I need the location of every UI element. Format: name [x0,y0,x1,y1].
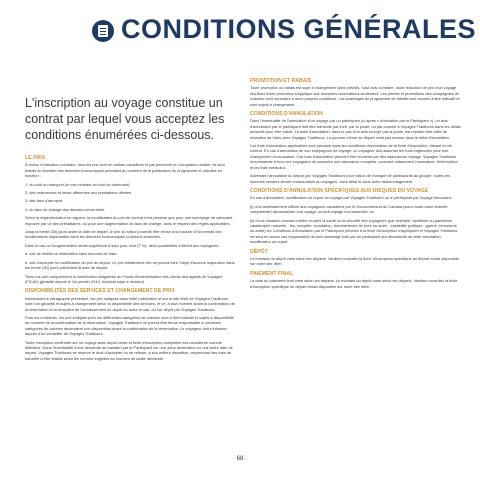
paragraph: Dans l'éventualité de l'annulation d'un voyage par un participant (ci-après « Annulation par le Participant »), un avis d'annulation par le participant doit être transmis par écrit, par la poste, ou par courriel à Voyages Traditours dans les délais prescrits pour être valide. La date d'annulation, dans le cas d'un avis envoyé par la poste, est réputée être celle de réception de l'avis chez Voyages Traditours. La journée même du départ n'est pas incluse dans le délai d'annulation. [250,118,461,140]
paragraph: a. soit de résilier la réservation sans encourir de frais; [25,251,118,257]
paragraph: b. soit d'accepter la modification du prix du séjour. Le prix initialement fixé ne pourra faire l'objet d'aucune majoration dans les trente (30) jours précédant la date de départ. [25,259,235,271]
page-title: CONDITIONS GÉNÉRALES [121,14,477,44]
paragraph: 1. du coût du transport (le cas échéant au coût du carburant) [25,181,130,187]
paragraph: Tous nos prix comprennent la contribution obligatoire au Fonds d'indemnisation des clients des agents de Voyages (FICAV) (gratuite depuis le 1er janvier 2019, montant sujet à révision). [25,273,223,284]
paragraph: Pour les croisières, les prix indiqués pour les différentes catégories de cabines sont à titre indicatif et sujets à disponibilité au moment de la confirmation de la réservation. Voyages Traditours ne pourra être tenue responsable si certaines catégories de cabines devenaient non disponibles avant la confirmation de la réservation. Le voyageur doit s'informer auprès d'un conseiller de Voyages Traditours. [25,314,234,337]
intro-text: L'inscription au voyage constitue un contrat par lequel vous acceptez les conditions énumérées ci-dessous. [25,96,225,142]
paragraph: Jusqu'à trente (30) jours avant la date de départ, le prix du séjour pourrait être révisé à la hausse s'il survenait des modifications importantes dans les données économiques ci-dessus énoncées. [25,229,222,240]
paragraph: À moins d'indication contraire, tous les prix sont en dollars canadiens et par personne en occupation double. Ils sont établis en fonction des données économiques prévalant au moment de la publication du programme et calculés en fonction : [25,162,225,179]
paragraph: Le montant du dépôt varie selon les départs. Veuillez consulter la fiche d'inscription spécifique au départ choisi disponible sur notre site Web. [250,255,459,267]
section-heading: DÉPÔT [250,248,268,255]
paragraph: Les frais d'annulation applicables sont précisés dans les conditions d'annulation de la fiche d'inscription, faisant foi de contrat. En cas d'annulation de son compagnon de voyage, un voyageur doit assumer les frais engendrés pour tout changement d'occupation. Ces frais d'annulation peuvent être couverts par des assurances voyage. Voyages Traditours recommande à tous ses voyageurs de souscrire une assurance complète, couvrant notamment l'annulation, l'interruption et les frais médicaux. [250,143,458,170]
paragraph: Nonobstant le paragraphe précédent, les prix indiqués dans cette publication et sur le site Web de Voyages Traditours sont non garantis et sujets à changement selon la disponibilité des services, et ce, à tout moment avant la confirmation de la réservation et la réception de l'encaissement du dépôt ou selon le cas, du 1er dépôt par Voyages Traditours. [25,295,235,312]
paragraph: (i) d'un avertissement officiel aux voyageurs canadiens par le Gouvernement du Canada (selon toute autre autorité compétente) déconseillant tout voyage ou tout voyage non-essentiel; ou [250,203,448,215]
paragraph: 3. des taux d'aéroport [25,198,63,204]
section-heading: PAIEMENT FINAL [250,270,294,277]
paragraph: (ii) d'une situation pouvant mettre en péril la santé ou la sécurité des voyageurs (par exemple, épidémie ou pandémie, catastrophe naturelle - feu, tempête, inondation, tremblements de terre ou autre - instabilité politique - guerre, terrorisme ou autre) les Conditions d'Annulation par le Participant prévues à la fiche d'inscription s'appliquent et Voyages Traditours ne sera en aucun cas responsable de tout dommage subi par un participant qui découlerait de cette annulation, modification ou report. [250,217,458,245]
paragraph: 2. des redevances et taxes afférentes aux prestations offertes [25,190,132,196]
right-column [250,74,462,292]
section-heading: DISPONIBILITÉS DES SERVICES ET CHANGEMENT DE PRIX [25,288,175,295]
paragraph: Dans le cas où l'augmentation serait supérieure à sept pour cent (7 %), deux possibilités s'offrent aux voyageurs : [25,242,221,248]
section-heading: LE PRIX [25,155,46,161]
paragraph: Toute inscription confirmée sur un voyage avec dépôt versé et fiche d'inscription complétée est considérée comme définitive. Dans l'éventualité d'une demande de transfert par le Participant sur une autre destination ou une autre date de départ, Voyages Traditours se réserve le droit d'accepter ou de refuser, à son entière discrétion, moyennant des frais de transfert à être établis selon les normes exigibles au moment de ladite demande. [25,339,233,361]
paragraph: Toute promotion ou rabais est sujet à changement sans préavis. Sauf avis contraire, toute réduction de prix d'un voyage résultant d'une promotion s'applique aux nouvelles réservations seulement. Les primes et promotions des compagnies de croisière sont soumises à leurs propres conditions. Les avantages du programme de fidélité sont donnés à titre indicatif et sont sujets à changement. [250,85,460,107]
paragraph: Advenant l'annulation du séjour par Voyages Traditours pour raison de manque de participants au groupe, toutes les sommes versées seront remboursées au voyageur, sans délai et sans autre dédommagement. [250,173,451,184]
section-heading: CONDITIONS D'ANNULATION SPÉCIFIQUES AUX RISQUES DU VOYAGE [250,187,429,194]
left-column [25,95,235,364]
section-heading: PROMOTION ET RABAIS [250,78,312,84]
page-number: 68 [236,456,244,462]
page-header [0,0,480,75]
paragraph: 4. du taux de change des devises concernées. [25,206,106,212]
paragraph: En cas d'annulation, modification ou report du voyage par Voyages Traditours ou le participant par Voyage découlant : [250,195,453,201]
section-heading: CONDITIONS D'ANNULATION [250,111,323,118]
paragraph: La date du paiement final varie selon les départs. Le montant du dépôt varie selon les départs. Veuillez consulter la fiche d'inscription spécifique au départ choisi disponible sur notre site Web. [250,278,458,289]
paragraph: Selon la réglementation en vigueur, la modification du prix de contrat n'est permise que pour une surcharge de carburant imposée par un des prestataires, ou pour une augmentation du taux de change, dans le respect des règles applicables. [25,215,233,226]
document-icon [92,20,114,42]
